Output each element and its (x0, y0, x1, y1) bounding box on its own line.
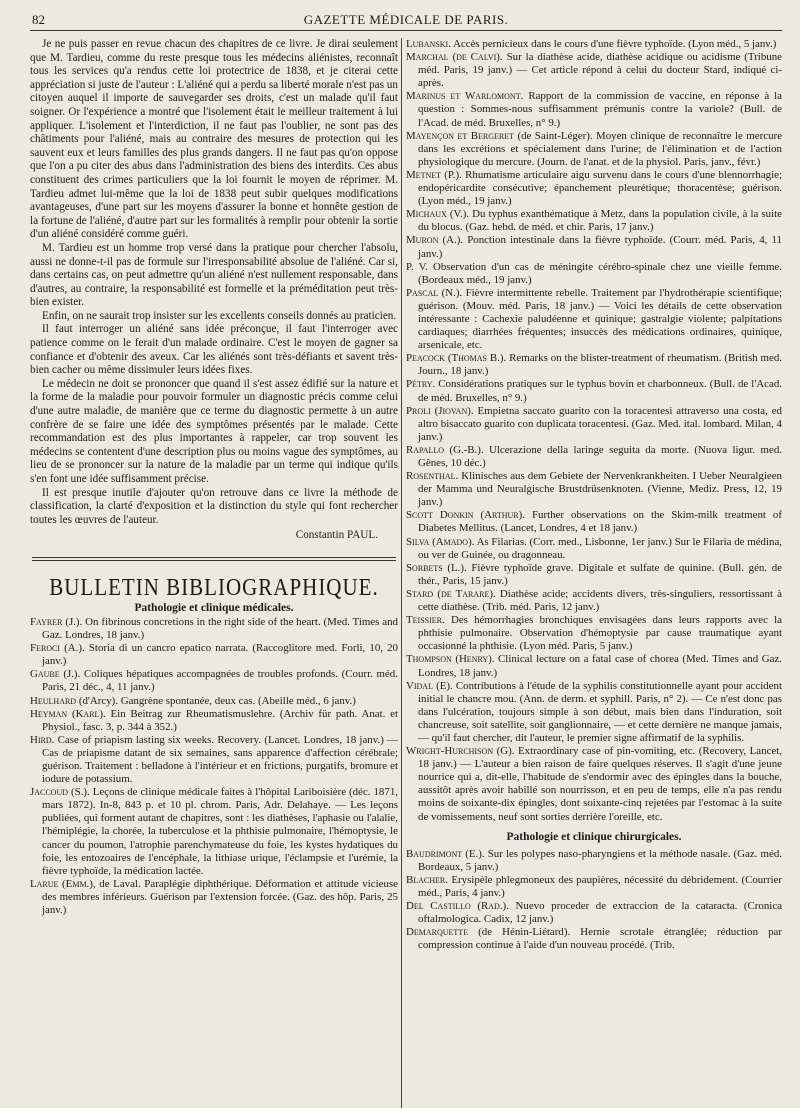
entry-text: (d'Arcy). Gangrène spontanée, deux cas. (Abeille méd., 6 janv.) (78, 694, 356, 707)
entry-text: On fibrinous concretions in the right side of the heart. (Med. Times and Gaz. Londres, 18 janv.) (42, 615, 398, 642)
entry-author: Heyman (Karl). (30, 707, 106, 720)
entry-text: Clinical lecture on a fatal case of chorea (Med. Times and Gaz. Londres, 18 janv.) (418, 653, 782, 679)
entry-text: As Filarias. (Corr. med., Lisbonne, 1er janv.) Sur le Filaria de médina, ou ver de Guinée, ou dragonneau. (418, 535, 782, 561)
entry-author: Scott Donkin (Arthur). (406, 509, 526, 522)
bibliography-entry (406, 470, 782, 509)
entry-author: Larue (Emm.), (30, 877, 96, 890)
entry-author: Gaube (J.). (30, 668, 81, 681)
entry-text: Leçons de clinique médicale faites à l'hôpital Lariboisière (déc. 1871, mars 1872). In-8, 843 p. et 10 pl. chrom. Paris, Adr. Delahaye. — Les leçons publiées, qui forment autant de chapitres, sont : les diathèses, l'aphasie ou l'alalie, l'hémiplégie, la chorée, la tuberculose et la phthisie pulmonaire, l'hémoptysie, le cancer du poumon, l'atrophie parenchymateuse du foie, les kystes hydatiques du foie, les entozoaires de l'encéphale, la lithiase urique, l'éclampsie et l'urémie, la fièvre typhoïde, la médication lactée. (42, 786, 398, 877)
section-heading-medical: Pathologie et clinique médicales. (134, 601, 294, 614)
entry-text: Further observations on the Skim-milk treatment of Diabetes Mellitus. (Lancet, Londres, 4 et 18 janv.) (418, 509, 782, 535)
right-column (406, 38, 782, 1108)
entry-author: Sorbets (L.). (406, 561, 467, 574)
entry-text: (de Saint-Léger). Moyen clinique de reconnaître le mercure dans les excrétions et spécialement dans l'urine; de l'élimination et de l'action physiologique du mercure. (Journ. de l'anat. et de la physiol. Paris, janv., févr.) (418, 129, 782, 168)
bibliography-entry (406, 38, 782, 51)
bibliography-entry (30, 616, 398, 642)
review-paragraph: Il faut interroger un aliéné sans idée préconçue, il faut l'interroger avec patience comme on le ferait d'un malade ordinaire. C'est le moyen de gagner sa confiance et d'obtenir des aveux. Car les aliénés sont très-défiants et savent très-bien cacher ou même dissimuler leurs idées fixes. (30, 323, 398, 377)
entry-text: Diathèse acide; accidents divers, très-singuliers, ressortissant à cette diathèse. (Trib. méd. Paris, 12 janv.) (418, 587, 782, 614)
bibliography-entry (406, 536, 782, 562)
section-divider (32, 560, 396, 561)
bibliography-entry (406, 680, 782, 745)
entry-author: Jaccoud (S.). (30, 786, 90, 799)
entry-text: (de Hénin-Liétard). Hernie scrotale étranglée; réduction par compression continue à l'aide d'un nouveau procédé. (Trib. (418, 926, 782, 952)
entry-text: de Laval. Paraplégie diphthérique. Déformation et attitude vicieuse des membres inférieurs. Guérison par l'extension forcée. (Gaz. des hôp. Paris, 25 janv.) (42, 877, 398, 917)
bibliography-entry (406, 352, 782, 378)
entry-text: Coliques hépatiques accompagnées de troubles profonds. (Courr. méd. Paris, 21 déc., 4, 11 janv.) (42, 668, 398, 694)
bibliography-entry (406, 926, 782, 952)
bibliography-entry (406, 208, 782, 234)
review-paragraph: Enfin, on ne saurait trop insister sur les excellents conseils donnés au praticien. (42, 309, 397, 322)
entry-text: Accès pernicieux dans le cours d'une fièvre typhoïde. (Lyon méd., 5 janv.) (453, 38, 777, 50)
entry-author: Silva (Amado). (406, 535, 475, 548)
bibliography-entry (406, 745, 782, 824)
bibliography-list-right (406, 38, 782, 824)
review-paragraph: Il est presque inutile d'ajouter qu'on retrouve dans ce livre la méthode de classification, la clarté d'exposition et la distinction du style qui font rechercher toutes les œuvres de l'auteur. (30, 486, 398, 526)
entry-author: Hird. (30, 733, 55, 746)
entry-text: Storia di un cancro epatico narrata. (Raccoglitore med. Forli, 10, 20 janv.) (42, 642, 398, 668)
entry-author: Pascal (N.). (406, 286, 463, 299)
column-rule (401, 38, 402, 1108)
entry-author: Muron (A.). (406, 234, 464, 247)
bibliography-entry (30, 668, 398, 694)
entry-text: Ponction intestinale dans la fièvre typhoïde. (Courr. méd. Paris, 4, 11 janv.) (418, 234, 782, 260)
entry-author: Feroci (A.). (30, 642, 85, 655)
entry-author: Baudrimont (E.). (406, 847, 485, 860)
bibliography-entry (406, 287, 782, 352)
bibliography-entry (406, 900, 782, 926)
section-divider (32, 557, 396, 558)
bibliography-entry (406, 562, 782, 588)
entry-author: Marchal (de Calvi). (406, 51, 503, 64)
bibliography-entry (30, 734, 398, 786)
entry-author: Proli (Jiovan). (406, 404, 474, 417)
bibliography-list-left (30, 616, 398, 917)
bibliography-entry (30, 642, 398, 668)
entry-author: Heulhard (30, 694, 77, 707)
bibliography-entry (406, 90, 782, 129)
entry-text: Rhumatisme articulaire aigu survenu dans le cours d'une blennorrhagie; endopéricardite consécutive; épanchement pleurétique; thoracentèse; guérison. (Lyon méd., 19 janv.) (418, 168, 782, 208)
entry-author: Rosenthal. (406, 470, 459, 483)
entry-author: Marinus et Warlomont. (406, 90, 524, 103)
bibliography-entry (30, 786, 398, 878)
entry-author: Metnet (P.). (406, 168, 462, 181)
entry-text: Fièvre typhoïde grave. Digitale et sulfate de quinine. (Bull. gén. de thér., Paris, 15 janv.) (418, 561, 782, 587)
review-paragraph: Je ne puis passer en revue chacun des chapitres de ce livre. Je dirai seulement que M. Tardieu, comme du reste presque tous les médecins aliénistes, reconnaît tous les services qu'a rendus cette loi protectrice de 1838, et je citerai cette appréciation si juste de l'auteur : L'aliéné qui a perdu sa liberté morale n'est pas un citoyen auquel il importe de sauvegarder ses droits, c'est un malade qu'il faut soigner. Or l'expérience a montré que l'isolement était le meilleur traitement à lui appliquer. L'isolement et l'interdiction, il ne faut pas l'oublier, ne sont pas des châtiments pour l'aliéné, mais au contraire des mesures de protection qui les sauvent eux et leurs familles des plus grands dangers. Il ne faut pas qu'on oppose que l'on a pu citer des abus dans l'administration des biens des interdits. Ces abus constituent des crimes particuliers que la loi fournit le moyen de réprimer. M. Tardieu admet lui-même que la loi de 1838 peut subir quelques modifications avantageuses, d'une part sur les moyens d'assurer la bonne et honnête gestion de la fortune de l'aliéné, d'autre part sur les formalités à remplir pour obtenir la sortie d'un aliéné considéré comme guéri. (30, 38, 398, 241)
bibliography-entry (406, 234, 782, 260)
entry-author: Lubanski. (406, 38, 451, 50)
entry-text: Contributions à l'étude de la syphilis constitutionnelle ayant pour accident initial le chancre mou. (Ann. de derm. et syphill. Paris, n° 2). — Ce n'est donc pas dans l'ulcération, toujours simple à son début, mais bien dans l'induration, soit chancreuse, soit satellite, soit ganglionnaire, — et cette dernière ne manque jamais, — qu'il faut chercher, dit l'auteur, le premier signe affirmatif de la syphilis. (418, 679, 782, 744)
entry-text: Extraordinary case of pin-vomiting, etc. (Recovery, Lancet, 18 janv.) — L'auteur a bien raison de faire quelques réserves. Il s'agit d'une jeune nourrice qui a, dit-elle, l'habitude de s'endormir avec des épingles dans la bouche, aussitôt après avoir habillé son nourrisson, et en peu de temps, elle n'a pas rendu moins de soixante-dix épingles, dont soixante-cinq rejetées par l'estomac à la suite de vomissements, neuf sont sorties derrière l'oreille, etc. (418, 745, 782, 823)
entry-text: Considérations pratiques sur le typhus bovin et charbonneux. (Bull. de l'Acad. de méd. Bruxelles, n° 9.) (418, 378, 782, 404)
entry-author: Thompson (Henry). (406, 653, 495, 666)
review-paragraph: M. Tardieu est un homme trop versé dans la pratique pour chercher l'absolu, aussi ne donne-t-il pas de formule sur l'irresponsabilité absolue de l'aliéné. Car si, dans certains cas, on peut admettre qu'un aliéné n'est nullement responsable, dans d'autres, au contraire, la responsabilité est formelle et la préméditation peut très-bien exister. (30, 241, 398, 309)
entry-author: Michaux (V.). (406, 208, 470, 221)
entry-author: Vidal (E). (406, 679, 453, 692)
journal-title: GAZETTE MÉDICALE DE PARIS. (303, 12, 509, 27)
entry-author: Demarquette (406, 926, 469, 939)
entry-author: Mayençon et Bergeret (406, 129, 514, 142)
entry-text: Rapport de la commission de vaccine, en réponse à la question : Sommes-nous suffisamment prémunis contre la variole? (Bull. de l'Acad. de méd. Bruxelles, n° 9.) (418, 90, 782, 129)
entry-text: Nuevo proceder de extraccion de la cataracta. (Cronica oftalmologica. Cadix, 12 janv.) (418, 900, 782, 926)
bibliography-entry (30, 708, 398, 734)
entry-text: Fièvre intermittente rebelle. Traitement par l'hydrothérapie scientifique; guérison. (Mouv. méd. Paris, 18 janv.) — Voici les détails de cette observation intéressante : Cachexie paludéenne et quinique; gastralgie violente; palpitations cardiaques; diarrhées fréquentes; insuccès des médications ordinaires, quinique, arsenicale, etc. (418, 286, 782, 352)
entry-author: Rapallo (G.-B.). (406, 443, 484, 456)
bibliography-entry (406, 169, 782, 208)
bulletin-title: BULLETIN BIBLIOGRAPHIQUE. (49, 573, 379, 601)
entry-text: Observation d'un cas de méningite cérébro-spinale chez une vieille femme. (Bordeaux méd., 19 janv.) (418, 260, 782, 286)
entry-text: Sur la diathèse acide, diathèse acidique ou acidisme (Tribune méd. Paris, 19 janv.) — Cet article répond à celui du docteur Stard, indiqué ci-après. (418, 51, 782, 90)
bibliography-entry (406, 848, 782, 874)
review-signature: Constantin PAUL. (295, 529, 378, 542)
bibliography-entry (406, 874, 782, 900)
bibliography-list-surgical (406, 848, 782, 953)
bibliography-entry (30, 695, 398, 708)
bibliography-entry (406, 614, 782, 653)
bibliography-entry (406, 653, 782, 679)
bibliography-entry (406, 405, 782, 444)
bibliography-entry (406, 509, 782, 535)
entry-author: Wright-Hurchison (G). (406, 745, 515, 758)
entry-author: Pétry. (406, 378, 436, 391)
entry-text: Empietna saccato guarito con la toracentesi attraverso una costa, ed altro bisaccato guarito con duplicata toracentesi. (Gaz. Med. ital. lombard. Milan, 4 janv.) (418, 404, 782, 443)
entry-author: Blacher. (406, 873, 448, 886)
book-review (30, 38, 398, 543)
entry-author: Teissier. (406, 614, 445, 627)
entry-text: Ulcerazione della laringe seguita da morte. (Nuova ligur. med. Gênes, 10 déc.) (418, 443, 782, 469)
entry-text: Des hémorrhagies bronchiques envisagées dans leurs rapports avec la phthisie pulmonaire. Observation d'hémoptysie par cause traumatique ayant occasionné la phthisie. (Lyon méd. Paris, 5 janv.) (418, 614, 782, 653)
entry-author: Del Castillo (Rad.). (406, 900, 509, 912)
review-paragraph: Le médecin ne doit se prononcer que quand il s'est assez édifié sur la nature et la forme de la maladie pour pouvoir formuler un diagnostic précis comme celui d'une autre maladie, de manière que ce terme du diagnostic permette à un autre confrère de se faire une idée des symptômes présentés par le malade. Cette recommandation est des plus importantes à rappeler, car trop souvent les médecins se contentent d'une description plus ou moins vague des symptômes, au lieu de se prononcer sur la nature de la maladie par un terme qui indique qu'ils s'en font une idée suffisamment précise. (30, 377, 398, 485)
bibliography-entry (406, 130, 782, 169)
page-header (30, 8, 782, 31)
entry-author: Peacock (Thomas B.). (406, 352, 507, 365)
entry-text: Erysipèle phlegmoneux des paupières, nécessité du débridement. (Courrier méd., Paris, 4 janv.) (418, 873, 782, 899)
entry-author: P. V. (406, 260, 428, 273)
bibliography-entry (406, 444, 782, 470)
entry-text: Du typhus exanthématique à Metz, dans la population civile, à la suite du blocus. (Gaz. hebd. de méd. et chir. Paris, 17 janv.) (418, 208, 782, 234)
entry-text: Klinisches aus dem Gebiete der Nervenkrankheiten. I Ueber Neuralgieen der Mamma und Neuralgische Brustdrüsenknoten. (Vienne, Mediz. Press, 12, 19 janv.) (418, 470, 782, 509)
bibliography-entry (406, 588, 782, 614)
entry-text: Remarks on the blister-treatment of rheumatism. (British med. Journ., 18 janv.) (418, 352, 782, 378)
entry-author: Fayrer (J.). (30, 615, 83, 628)
entry-text: Ein Beitrag zur Rheumatismuslehre. (Archiv für path. Anat. et Physiol., fasc. 3, p. 344 à 352.) (42, 707, 398, 733)
columns (30, 38, 782, 1108)
entry-text: Case of priapism lasting six weeks. Recovery. (Lancet. Londres, 18 janv.) — Cas de priapisme datant de six semaines, sans apparence d'affection cérébrale; guérison. Traitement : belladone à l'intérieur et en frictions, purgatifs, bromure et iodure de potassium. (42, 733, 398, 786)
bibliography-entry (406, 378, 782, 404)
bibliography-entry (406, 261, 782, 287)
entry-text: Sur les polypes naso-pharyngiens et la méthode nasale. (Gaz. méd. Bordeaux, 5 janv.) (418, 847, 782, 873)
left-column (30, 38, 398, 1108)
entry-author: Stard (de Tarare). (406, 587, 496, 600)
bibliography-entry (406, 51, 782, 90)
section-heading-surgical: Pathologie et clinique chirurgicales. (506, 830, 682, 843)
page-number: 82 (32, 12, 45, 27)
bibliography-entry (30, 878, 398, 917)
